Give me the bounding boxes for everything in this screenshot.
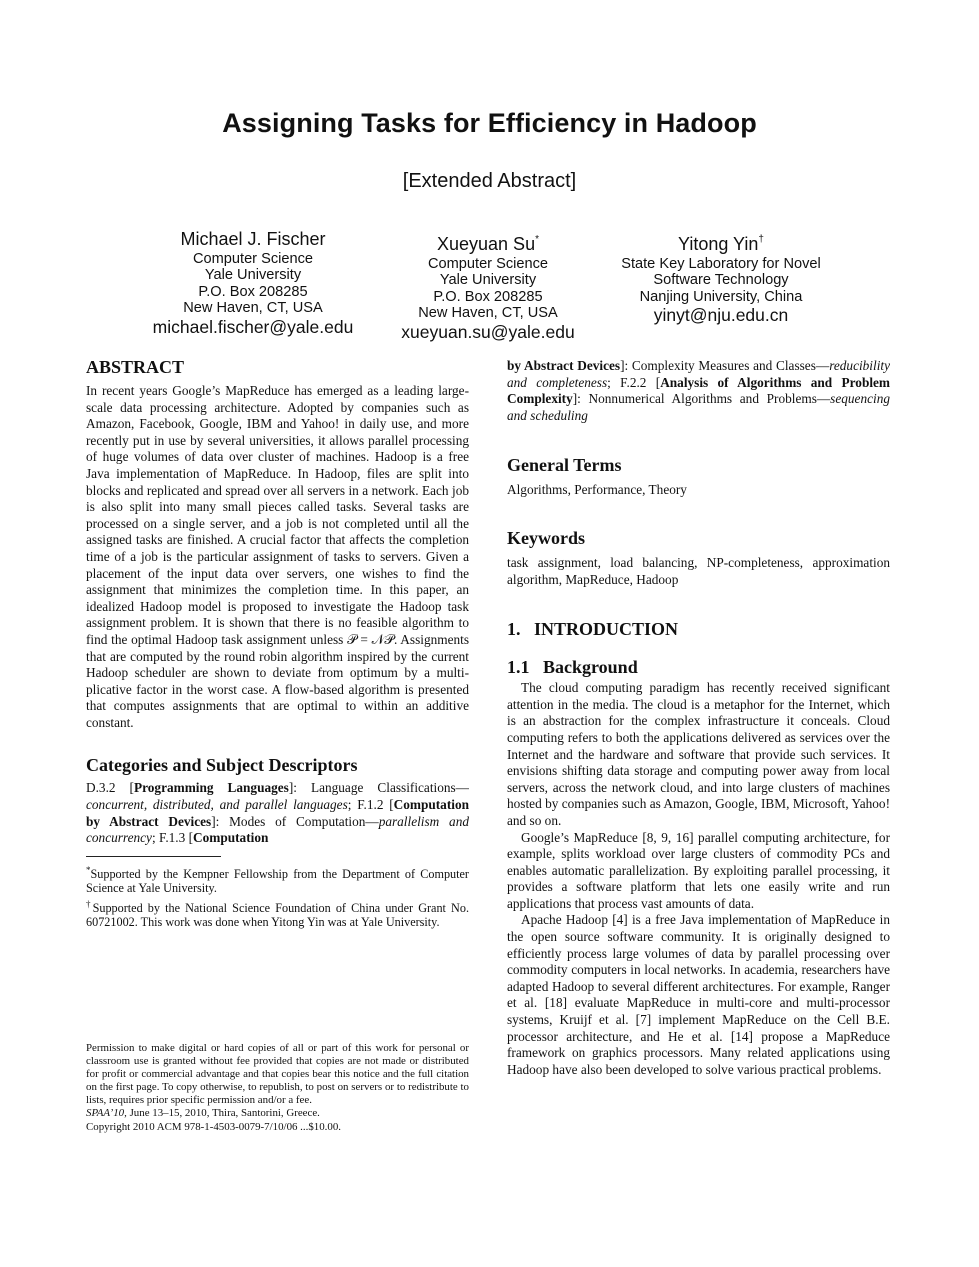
author-affiliation: State Key Laboratory for Novel: [621, 256, 821, 272]
author-block-3: [596, 228, 846, 325]
categories-text: D.3.2 [Programming Languages]: Language Classifications—concurrent, distributed, and parallel languages; F.1.2 [Computation by Abstract Devices]: Modes of Computation—parallelism and concurrency; F.1.3 [Computation: [86, 780, 469, 846]
paper-subtitle: [Extended Abstract]: [402, 170, 577, 192]
footnote-2: †Supported by the National Science Foundation of China under Grant No. 60721002. This work was done when Yitong Yin was at Yale University.: [86, 899, 469, 930]
author-affiliation: P.O. Box 208285: [433, 288, 543, 305]
intro-paragraph-3: Apache Hadoop [4] is a free Java implementation of MapReduce in the open source software community. It is originally designed to efficiently process large volumes of data by parallel processing over commodity computers in local networks. In academia, researchers have adapted Hadoop to several different architectures. For example, Ranger et al. [18] evaluate MapReduce in multi-core and multi-processor systems, Kruijf et al. [7] implement MapReduce on the Cell B.E. processor architecture, and He et al. [14] propose a MapReduce framework on graphics processors. Many related applications using Hadoop have also been developed to solve various practical problems.: [507, 912, 890, 1077]
permission-block: [86, 1042, 469, 1134]
author-name: Yitong Yin†: [678, 234, 764, 254]
intro-paragraph-2: Google’s MapReduce [8, 9, 16] parallel computing architecture, for example, splits workload over large clusters of commodity PCs and enables automatic parallelization. By exploiting parallel processing, it provides a software platform that lets one easily write and run applications that process vast amounts of data.: [507, 829, 890, 911]
general-terms-text: Algorithms, Performance, Theory: [507, 482, 687, 498]
background-subheading: 1.1 Background: [507, 657, 638, 678]
copyright-line: Copyright 2010 ACM 978-1-4503-0079-7/10/06 ...$10.00.: [86, 1120, 342, 1133]
footnote-1: *Supported by the Kempner Fellowship from the Department of Computer Science at Yale University.: [86, 864, 469, 896]
author-email: michael.fischer@yale.edu: [152, 316, 354, 337]
right-column: [507, 358, 890, 1078]
keywords-text: task assignment, load balancing, NP-completeness, approximation algorithm, MapReduce, Hadoop: [507, 554, 890, 587]
categories-heading: Categories and Subject Descriptors: [86, 755, 358, 776]
author-block-1: [122, 228, 384, 337]
permission-notice: Permission to make digital or hard copies of all or part of this work for personal or classroom use is granted without fee provided that copies are not made or distributed for profit or commercial advantage and that copies bear this notice and the full citation on the first page. To copy otherwise, to republish, to post on servers or to redistribute to lists, requires prior specific permission and/or a fee.: [86, 1042, 469, 1107]
author-affiliation: P.O. Box 208285: [198, 283, 308, 300]
abstract-heading: ABSTRACT: [86, 357, 185, 377]
author-email: yinyt@nju.edu.cn: [653, 305, 789, 326]
author-email: xueyuan.su@yale.edu: [401, 321, 575, 342]
author-affiliation: New Haven, CT, USA: [183, 300, 323, 317]
paper-title: Assigning Tasks for Efficiency in Hadoop: [222, 108, 757, 138]
author-name: Michael J. Fischer: [180, 229, 326, 249]
author-block-2: [372, 228, 604, 342]
author-affiliation: New Haven, CT, USA: [418, 305, 558, 322]
general-terms-heading: General Terms: [507, 455, 622, 476]
conference-venue: SPAA’10, June 13–15, 2010, Thira, Santorini, Greece.: [86, 1107, 320, 1120]
abstract-text: In recent years Google’s MapReduce has emerged as a leading large-scale data processing architecture. Adopted by companies such as Amazon, Facebook, Google, IBM and Yahoo! in daily use, and more recently put in use by several universities, it allows parallel processing of huge volumes of data over cluster of machines. Hadoop is a free Java implementation of MapReduce. In Hadoop, files are split into blocks and replicated and spread over all servers in a network. Each job is also split into many small pieces called tasks. Several tasks are processed on a single server, and a job is not completed until all the assigned tasks are finished. A crucial factor that affects the completion time of a job is the particular assignment of tasks to servers. Given a placement of the input data over servers, one wishes to find the assignment that minimizes the completion time. In this paper, an idealized Hadoop model is proposed to investigate the Hadoop task assignment problem. It is shown that there is no feasible algorithm to find the optimal Hadoop task assignment unless 𝒫 = 𝒩𝒫. Assignments that are computed by the round robin algorithm inspired by the current Hadoop scheduler are shown to deviate from optimum by a multiplicative factor in the worst case. A flow-based algorithm is presented that computes assignments that are optimal to within an additive constant.: [86, 383, 469, 730]
author-affiliation: Yale University: [439, 272, 537, 289]
author-affiliation: Computer Science: [427, 256, 549, 272]
intro-paragraph-1: The cloud computing paradigm has recently received significant attention in the media. The cloud is a metaphor for the Internet, which is an abstraction for the complex infrastructure it conceals. Cloud computing refers to both the applications delivered as services over the Internet and the hardware and software that provide such services. It envisions shifting data storage and computing power away from local servers, across the network cloud, and into large clusters of machines hosted by companies such as Amazon, Google, IBM, Microsoft, Yahoo! and so on.: [507, 680, 890, 828]
footnote-rule: [86, 856, 221, 857]
author-affiliation: Computer Science: [192, 251, 314, 267]
author-affiliation: Yale University: [204, 267, 302, 284]
categories-continued: by Abstract Devices]: Complexity Measures and Classes—reducibility and completeness; F.2.2 [Analysis of Algorithms and Problem Complexity]: Nonnumerical Algorithms and Problems—sequencing and scheduling: [507, 358, 891, 423]
introduction-heading: 1. INTRODUCTION: [507, 619, 679, 640]
author-footnote-mark: †: [758, 234, 764, 245]
author-affiliation: Software Technology: [653, 272, 789, 289]
left-column: [86, 356, 469, 1133]
author-name: Xueyuan Su*: [437, 234, 539, 254]
author-footnote-mark: *: [535, 234, 539, 245]
author-affiliation: Nanjing University, China: [639, 288, 803, 305]
keywords-heading: Keywords: [507, 527, 585, 548]
